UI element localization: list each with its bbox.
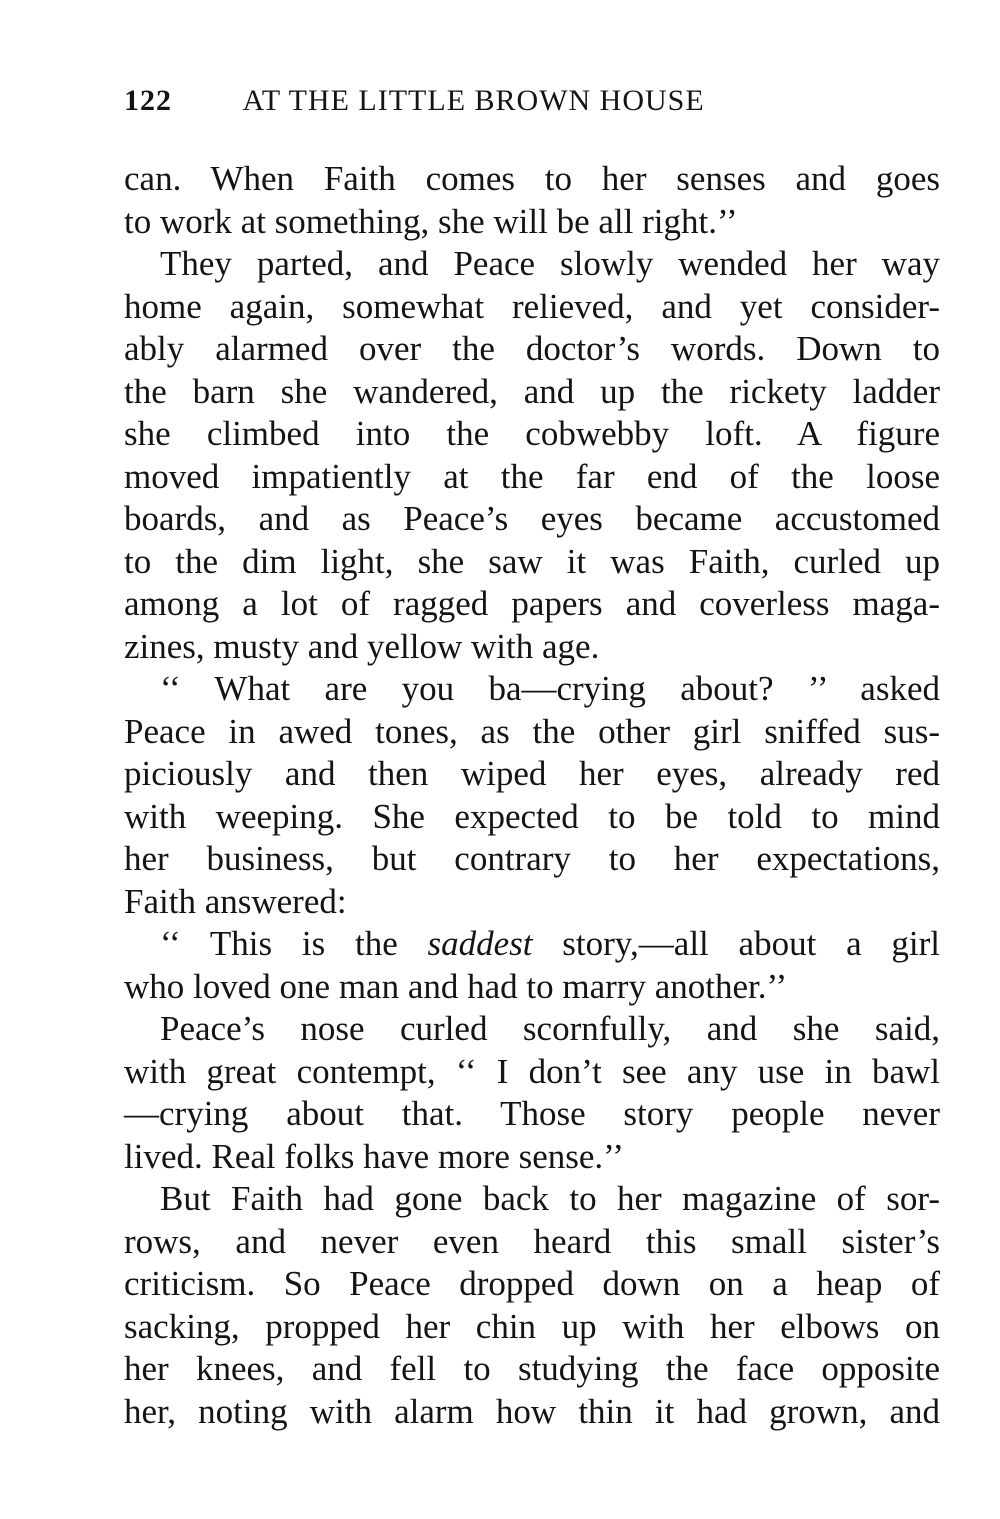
text-line: to work at something, she will be all right.’’ [124,201,738,241]
text-line: home again, somewhat relieved, and yet consider- [124,286,940,326]
text-line: ably alarmed over the doctor’s words. Down to [124,329,940,368]
text-line: with great contempt, ‘‘ I don’t see any use in bawl [124,1051,940,1091]
text-line: her, noting with alarm how thin it had grown, and [124,1391,940,1431]
text-line: who loved one man and had to marry another.’’ [124,966,788,1006]
text-line: sacking, propped her chin up with her elbows on [124,1306,940,1346]
text-line: her business, but contrary to her expectations, [124,839,940,878]
text-line: —crying about that. Those story people never [124,1094,940,1133]
text-line: Peace’s nose curled scornfully, and she said, [160,1009,940,1048]
text-line: to the dim light, she saw it was Faith, curled up [124,541,940,581]
text-line: ‘‘ What are you ba—crying about? ’’ asked [160,669,940,708]
text-line: can. When Faith comes to her senses and goes [124,159,940,198]
text-line: But Faith had gone back to her magazine of sor- [160,1179,940,1218]
text-line: the barn she wandered, and up the rickety ladder [124,371,940,411]
text-line: lived. Real folks have more sense.’’ [124,1136,624,1176]
page-number: 122 [124,84,172,117]
text-line: zines, musty and yellow with age. [124,626,600,666]
emphasized-word: saddest [427,924,533,963]
text-line: rows, and never even heard this small sister’s [124,1221,940,1261]
text-line: Faith answered: [124,881,347,921]
body-text [124,158,940,1433]
running-head [124,84,944,124]
text-segment: ‘‘ This is the [160,924,428,963]
text-line: her knees, and fell to studying the face opposite [124,1349,940,1388]
text-line: Peace in awed tones, as the other girl sniffed sus- [124,711,940,751]
text-line: with weeping. She expected to be told to mind [124,796,940,836]
text-line: she climbed into the cobwebby loft. A figure [124,414,940,453]
running-title: AT THE LITTLE BROWN HOUSE [242,84,705,117]
text-line: moved impatiently at the far end of the loose [124,456,940,496]
text-line: They parted, and Peace slowly wended her way [160,244,940,283]
text-line [124,923,940,966]
text-line: piciously and then wiped her eyes, already red [124,754,940,793]
text-line: among a lot of ragged papers and coverless maga- [124,584,940,623]
text-segment: story,—all about a girl [532,924,940,963]
text-line: criticism. So Peace dropped down on a heap of [124,1264,940,1303]
text-line: boards, and as Peace’s eyes became accustomed [124,499,940,538]
